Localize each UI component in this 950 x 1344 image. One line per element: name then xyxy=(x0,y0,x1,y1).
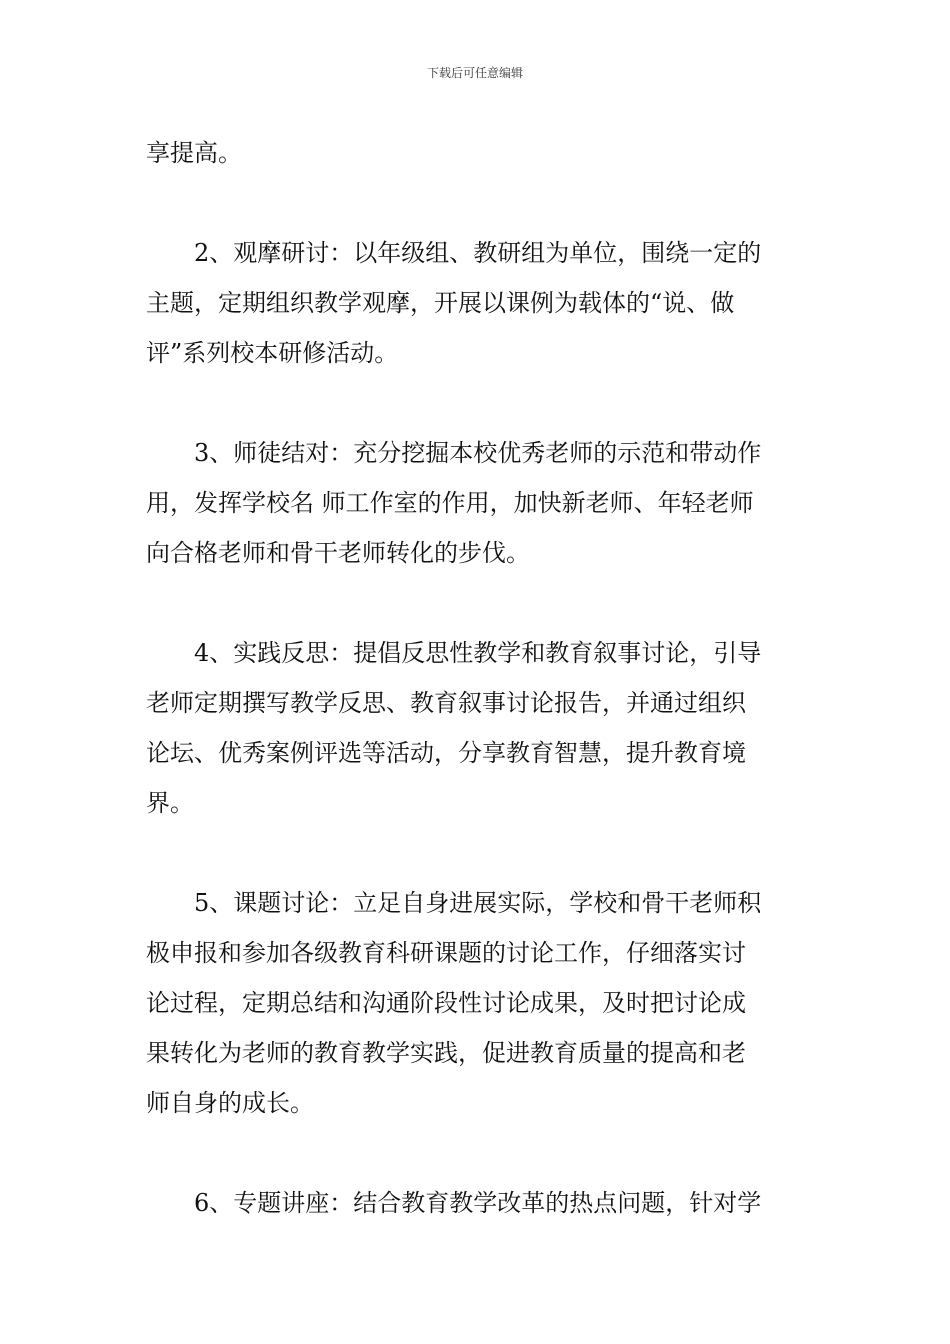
text-line: 享提高。 xyxy=(146,139,242,167)
text-line: 主题，定期组织教学观摩，开展以课例为载体的“说、做 xyxy=(146,289,735,317)
text-line: 评”系列校本研修活动。 xyxy=(146,339,399,367)
text-line: 师自身的成长。 xyxy=(146,1089,314,1117)
paragraph-gap xyxy=(146,1128,808,1178)
page-header: 下载后可任意编辑 xyxy=(426,66,523,80)
text-line: 3、师徒结对：充分挖掘本校优秀老师的示范和带动作 xyxy=(194,439,762,467)
text-line: 极申报和参加各级教育科研课题的讨论工作，仔细落实讨 xyxy=(146,939,746,967)
text-line: 老师定期撰写教学反思、教育叙事讨论报告，并通过组织 xyxy=(146,689,746,717)
text-line: 论过程，定期总结和沟通阶段性讨论成果，及时把讨论成 xyxy=(146,989,746,1017)
document-body xyxy=(146,128,808,1228)
text-line: 6、专题讲座：结合教育教学改革的热点问题，针对学 xyxy=(194,1189,762,1217)
paragraph-gap xyxy=(146,178,808,228)
text-line: 用，发挥学校名 师工作室的作用，加快新老师、年轻老师 xyxy=(146,489,754,517)
paragraph-gap xyxy=(146,828,808,878)
text-line: 论坛、优秀案例评选等活动，分享教育智慧，提升教育境 xyxy=(146,739,746,767)
paragraph-gap xyxy=(146,378,808,428)
text-line: 界。 xyxy=(146,789,194,817)
text-line: 5、课题讨论：立足自身进展实际，学校和骨干老师积 xyxy=(194,889,762,917)
paragraph-gap xyxy=(146,578,808,628)
text-line: 果转化为老师的教育教学实践，促进教育质量的提高和老 xyxy=(146,1039,746,1067)
text-line: 4、实践反思：提倡反思性教学和教育叙事讨论，引导 xyxy=(194,639,762,667)
text-line: 向合格老师和骨干老师转化的步伐。 xyxy=(146,539,530,567)
text-line: 2、观摩研讨：以年级组、教研组为单位，围绕一定的 xyxy=(194,239,762,267)
